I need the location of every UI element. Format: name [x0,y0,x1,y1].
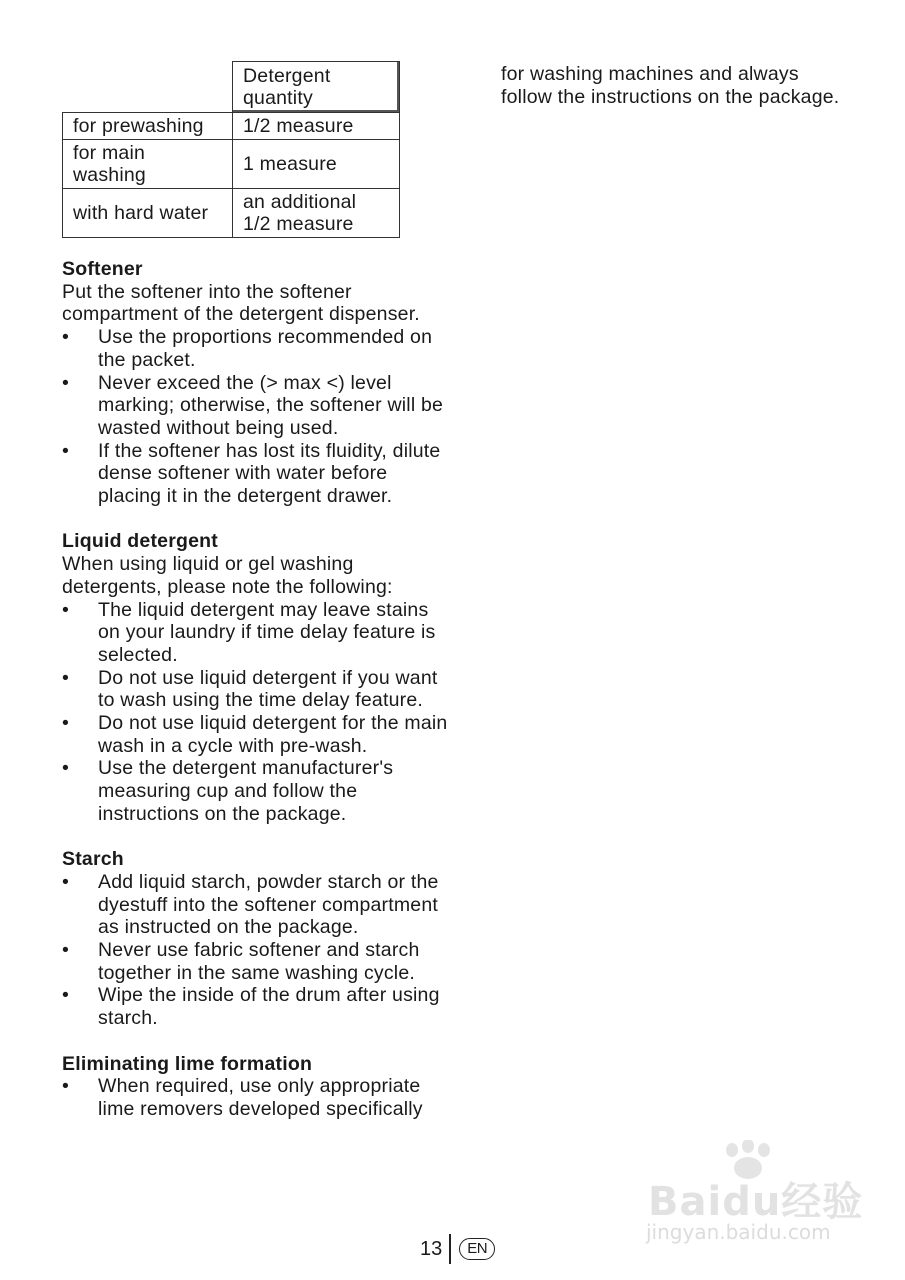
list-item-text: Do not use liquid detergent for the main wash in a cycle with pre-wash. [98,712,448,757]
bullet-glyph: • [62,984,70,1007]
bullet-glyph: • [62,666,70,689]
softener-section [62,258,452,508]
lime-bullets [62,1075,452,1120]
softener-intro: Put the softener into the softener compartment of the detergent dispenser. [62,280,420,326]
list-item [62,871,452,939]
table-header-row [63,62,400,113]
list-item-text: If the softener has lost its fluidity, dilute dense softener with water before placing it in the detergent drawer. [98,439,441,508]
list-item-text: Never exceed the (> max <) level marking; otherwise, the softener will be wasted without being used. [98,371,444,439]
page-number: 13 [420,1237,443,1260]
table-row [63,113,400,140]
liquid-detergent-heading: Liquid detergent [62,530,218,553]
table-header-label: Detergent quantity [243,65,331,109]
lime-heading: Eliminating lime formation [62,1052,313,1075]
table-header-cell [233,62,400,113]
list-item-text: Add liquid starch, powder starch or the dyestuff into the softener compartment as instructed on the package. [98,870,439,939]
right-column [501,63,841,108]
starch-bullets [62,871,452,1030]
list-item [62,712,452,757]
bullet-glyph: • [62,757,70,780]
list-item [62,1075,452,1120]
list-item [62,372,452,440]
bullet-glyph: • [62,371,70,394]
bullet-glyph: • [62,870,70,893]
liquid-detergent-bullets [62,599,452,826]
list-item-text: Wipe the inside of the drum after using starch. [98,984,440,1030]
table-cell-value: 1 measure [233,140,400,189]
bullet-glyph: • [62,326,70,349]
liquid-detergent-intro: When using liquid or gel washing detergents, please note the following: [62,553,393,598]
bullet-glyph: • [62,712,70,735]
list-item [62,667,452,712]
starch-section [62,848,452,1030]
page-footer [420,1234,495,1264]
starch-heading: Starch [62,848,124,871]
list-item [62,326,452,371]
list-item-text: When required, use only appropriate lime removers developed specifically [98,1075,423,1120]
list-item-text: Never use fabric softener and starch together in the same washing cycle. [98,939,420,984]
lime-continuation-text: for washing machines and always follow the instructions on the package. [501,63,840,108]
bullet-glyph: • [62,439,70,462]
table-cell-value: 1/2 measure [233,113,400,140]
bullet-glyph: • [62,598,70,621]
list-item [62,939,452,984]
bullet-glyph: • [62,939,70,962]
detergent-quantity-table [62,61,400,238]
softener-heading: Softener [62,258,143,280]
list-item-text: Do not use liquid detergent if you want to wash using the time delay feature. [98,666,438,712]
list-item [62,757,452,825]
table-cell-label: for main washing [63,140,233,189]
list-item-text: Use the detergent manufacturer's measuring cup and follow the instructions on the package. [98,757,394,825]
table-corner-cell [63,62,233,113]
list-item [62,599,452,667]
watermark-brand: Baidu经验 [648,1179,864,1225]
list-item [62,984,452,1029]
list-item-text: The liquid detergent may leave stains on your laundry if time delay feature is selected. [98,598,436,666]
liquid-detergent-section [62,530,452,825]
table-cell-label: with hard water [63,189,233,238]
list-item-text: Use the proportions recommended on the packet. [98,326,433,371]
left-column [62,258,452,1143]
language-badge: EN [459,1238,495,1260]
softener-bullets [62,326,452,508]
lime-section [62,1053,452,1121]
watermark-url: jingyan.baidu.com [646,1220,831,1244]
list-item [62,440,452,508]
baidu-watermark [640,1140,870,1250]
footer-divider [449,1234,451,1264]
table-row [63,189,400,238]
bullet-glyph: • [62,1075,70,1098]
table-row [63,140,400,189]
table-cell-value: an additional 1/2 measure [233,189,400,238]
table-cell-label: for prewashing [63,113,233,140]
